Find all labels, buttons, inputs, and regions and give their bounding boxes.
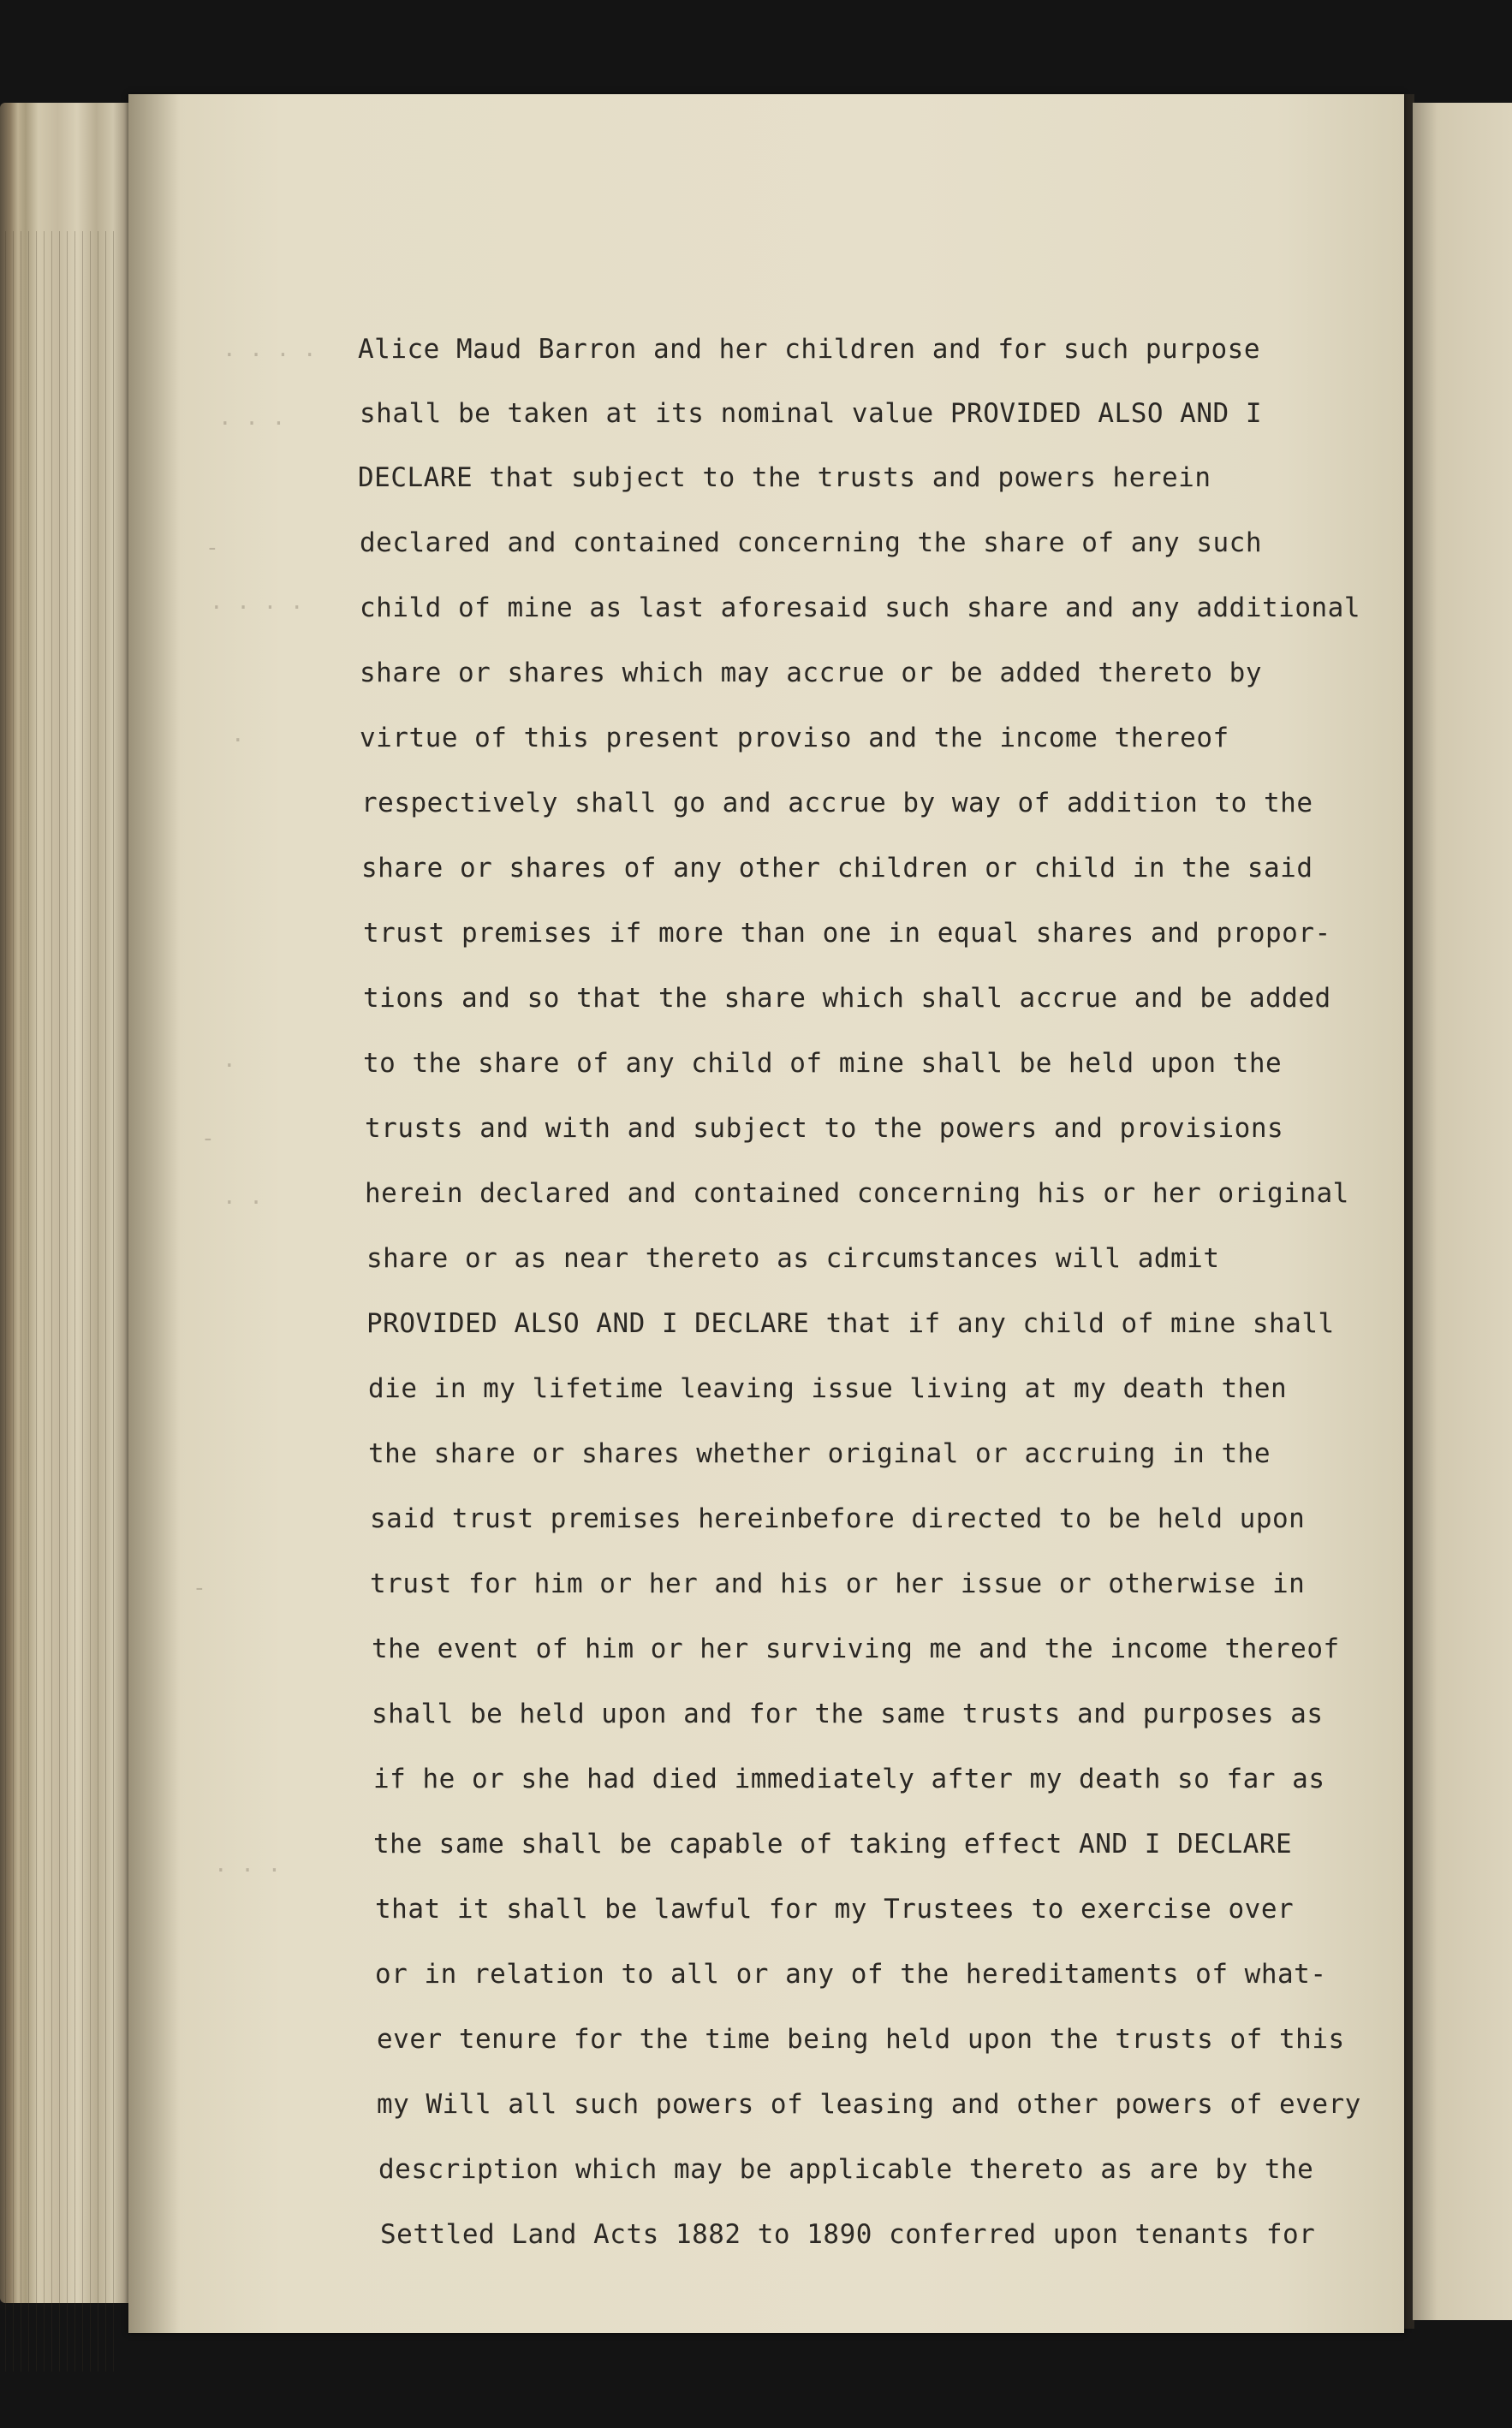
- text-line: the share or shares whether original or accruing in the: [368, 1438, 1271, 1469]
- bleed-through-mark: · · · ·: [223, 342, 317, 368]
- text-line: my Will all such powers of leasing and other powers of every: [377, 2089, 1361, 2120]
- text-line: to the share of any child of mine shall be held upon the: [363, 1048, 1283, 1079]
- text-line: Settled Land Acts 1882 to 1890 conferred upon tenants for: [380, 2219, 1316, 2250]
- text-line: tions and so that the share which shall accrue and be added: [363, 983, 1331, 1014]
- text-line: trust for him or her and his or her issue or otherwise in: [370, 1568, 1306, 1599]
- text-line: DECLARE that subject to the trusts and powers herein: [358, 462, 1211, 493]
- text-line: herein declared and contained concerning his or her original: [365, 1178, 1349, 1209]
- text-line: the event of him or her surviving me and the income thereof: [372, 1634, 1340, 1664]
- text-line: Alice Maud Barron and her children and for such purpose: [358, 334, 1260, 365]
- text-line: share or shares which may accrue or be added thereto by: [360, 658, 1262, 688]
- text-line: or in relation to all or any of the hereditaments of what-: [375, 1959, 1327, 1990]
- text-line: share or shares of any other children or child in the said: [361, 853, 1313, 884]
- text-line: said trust premises hereinbefore directed to be held upon: [370, 1503, 1306, 1534]
- text-line: respectively shall go and accrue by way of addition to the: [361, 788, 1313, 818]
- bleed-through-mark: · · · ·: [210, 595, 304, 621]
- bleed-through-mark: · ·: [223, 1190, 263, 1216]
- gutter-shadow: [128, 94, 180, 2333]
- bleed-through-mark: -: [205, 535, 219, 561]
- text-line: virtue of this present proviso and the income thereof: [360, 723, 1229, 753]
- text-line: trusts and with and subject to the powers and provisions: [365, 1113, 1284, 1144]
- bleed-through-mark: ·: [231, 728, 245, 753]
- bleed-through-mark: · · ·: [214, 1858, 282, 1883]
- text-line: shall be held upon and for the same trusts and purposes as: [372, 1699, 1324, 1729]
- text-line: share or as near thereto as circumstances will admit: [366, 1243, 1220, 1274]
- text-line: that it shall be lawful for my Trustees to exercise over: [375, 1894, 1295, 1925]
- text-line: declared and contained concerning the share of any such: [360, 527, 1262, 558]
- text-line: description which may be applicable thereto as are by the: [378, 2154, 1314, 2185]
- bleed-through-mark: -: [201, 1126, 215, 1152]
- text-line: if he or she had died immediately after my death so far as: [373, 1764, 1325, 1794]
- text-line: trust premises if more than one in equal shares and propor-: [363, 918, 1331, 949]
- text-line: die in my lifetime leaving issue living at my death then: [368, 1373, 1288, 1404]
- text-line: PROVIDED ALSO AND I DECLARE that if any child of mine shall: [366, 1308, 1335, 1339]
- text-line: shall be taken at its nominal value PROVIDED ALSO AND I: [360, 398, 1262, 429]
- facing-page-edge: [1413, 103, 1512, 2320]
- bleed-through-mark: -: [193, 1575, 206, 1601]
- typewritten-page: [128, 94, 1404, 2333]
- text-line: ever tenure for the time being held upon the trusts of this: [377, 2024, 1345, 2055]
- text-line: the same shall be capable of taking effect AND I DECLARE: [373, 1829, 1293, 1860]
- text-line: child of mine as last aforesaid such share and any additional: [360, 592, 1360, 623]
- page-edge-lines: [5, 231, 116, 2371]
- bleed-through-mark: · · ·: [218, 411, 286, 437]
- bleed-through-mark: ·: [223, 1053, 236, 1079]
- book-page-edges: [0, 103, 128, 2303]
